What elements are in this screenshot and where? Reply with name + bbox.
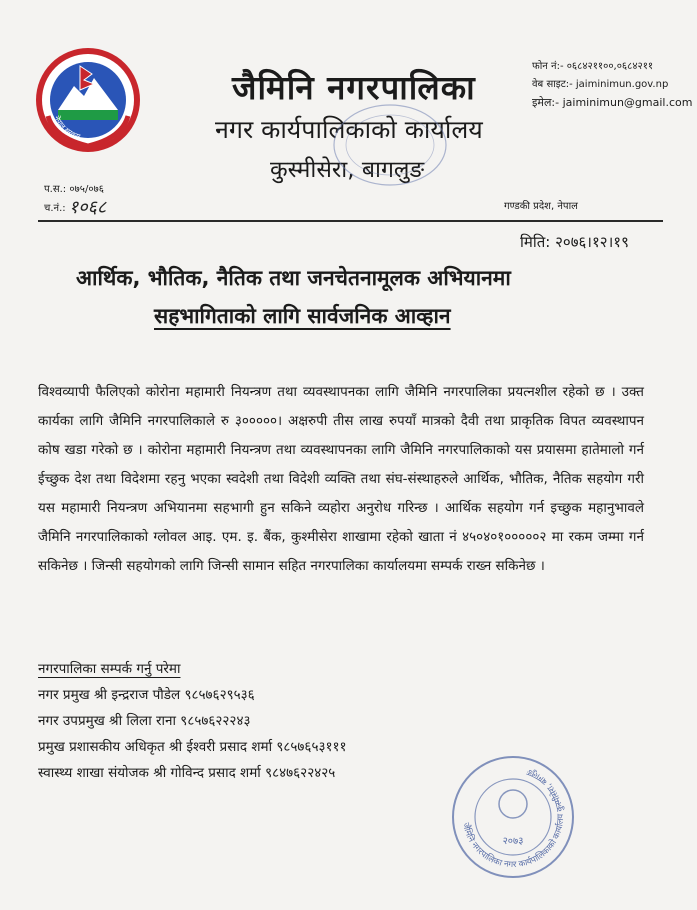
contact-person: नगर प्रमुख श्री इन्द्रराज पौडेल ९८५७६२९५३६: [38, 687, 255, 703]
dispatch-label: च.नं.:: [44, 203, 66, 214]
website-line: वेब साइट:- jaiminimun.gov.np: [532, 79, 669, 90]
contact-person: स्वास्थ्य शाखा संयोजक श्री गोविन्द प्रसाद शर्मा ९८४७६२२४२५: [38, 765, 336, 781]
stamp-graphic: [330, 102, 450, 188]
contact-block: [532, 58, 692, 112]
emblem-graphic: [34, 46, 142, 154]
office-stamp-footer: [448, 752, 578, 882]
province-line: गण्डकी प्रदेश, नेपाल: [504, 201, 578, 212]
stamp-year: २०७३: [502, 836, 524, 847]
reference-block: [44, 182, 106, 217]
office-stamp-header: [330, 102, 450, 188]
emblem-text: नेपाल सरकार: [52, 114, 82, 141]
notice-body: विश्वव्यापी फैलिएको कोरोना महामारी नियन्त्रण तथा व्यवस्थापनका लागि जैमिनि नगरपालिका प्रयत्नशील रहेको छ । उक्त कार्यका लागि जैमिनि नगरपालिकाले रु ३०००००। अक्षरुपी तीस लाख रुपयाँ मात्रको दैवी तथा प्राकृतिक विपत व्यवस्थापन कोष खडा गरेको छ । कोरोना महामारी नियन्त्रण तथा व्यवस्थापनका लागि जैमिनि नगरपालिकाको यस प्रयासमा हातेमालो गर्न ईच्छुक देश तथा विदेशमा रहनु भएका स्वदेशी तथा विदेशी व्यक्ति तथा संघ-संस्थाहरुले आर्थिक, भौतिक, नैतिक सहयोग गरी यस महामारी नियन्त्रण अभियानमा सहभागी हुन सकिने व्यहोरा अनुरोध गरिन्छ । आर्थिक सहयोग गर्न इच्छुक महानुभावले जैमिनि नगरपालिकाको ग्लोवल आइ. एम. इ. बैंक, कुश्मीसेरा शाखामा रहेको खाता नं ४५०४०१०००००२ मा रकम जम्मा गर्न सकिनेछ । जिन्सी सहयोगको लागि जिन्सी सामान सहित नगरपालिका कार्यालयमा सम्पर्क राख्न सकिनेछ ।: [38, 384, 644, 574]
phone-line: फोन नं:- ०६८४२११००,०६८४२११: [532, 61, 654, 72]
dispatch-number: १०६८: [68, 197, 107, 218]
municipality-title: जैमिनि नगरपालिका: [232, 68, 476, 107]
email-line: इमेल:- jaiminimun@gmail.com: [532, 96, 693, 109]
stamp-graphic: [448, 752, 578, 882]
office-subtitle: नगर कार्यपालिकाको कार्यालय: [215, 115, 483, 144]
fiscal-year: प.स.: ०७५/०७६: [44, 184, 104, 195]
header-divider: [38, 220, 663, 222]
notice-date: मिति: २०७६।१२।१९: [520, 233, 629, 251]
contact-person: प्रमुख प्रशासकीय अधिकृत श्री ईश्वरी प्रसाद शर्मा ९८५७६५३१११: [38, 739, 347, 755]
notice-heading-line2: सहभागिताको लागि सार्वजनिक आव्हान: [154, 304, 451, 328]
contact-person: नगर उपप्रमुख श्री लिला राना ९८५७६२२२४३: [38, 713, 251, 729]
notice-heading-line1: आर्थिक, भौतिक, नैतिक तथा जनचेतनामूलक अभियानमा: [76, 266, 511, 290]
nepal-government-emblem: [34, 46, 142, 154]
office-address: कुस्मीसेरा, बागलुङ: [270, 157, 425, 183]
contact-list: [38, 656, 347, 786]
contact-list-label: नगरपालिका सम्पर्क गर्नु परेमा: [38, 661, 181, 677]
stamp-text: जैमिनि नगरपालिका नगर कार्यपालिकाको कार्यालय कुस्मीसेरा, बागलुङ: [460, 766, 567, 871]
